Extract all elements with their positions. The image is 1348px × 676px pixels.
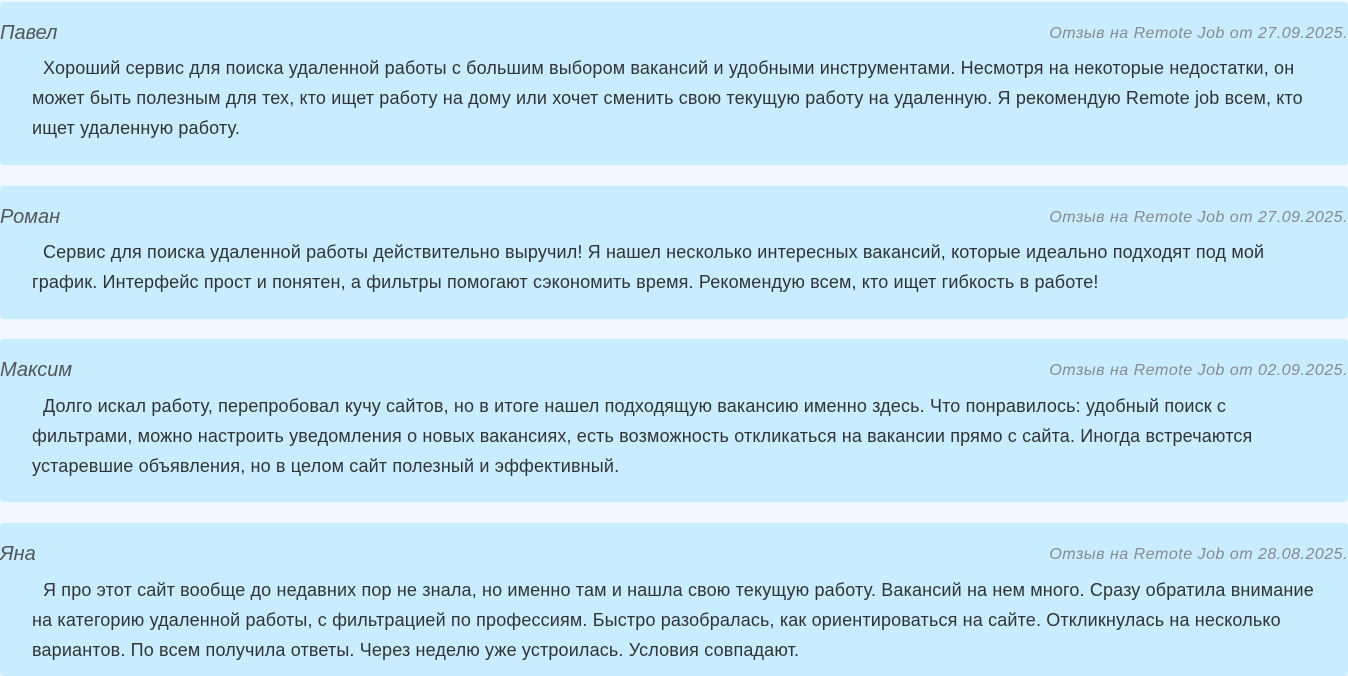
review-text: Хороший сервис для поиска удаленной работы с большим выбором вакансий и удобными инструментами. Несмотря на некоторые недостатки, он может быть полезным для тех, кто ищет работу на дому или хочет сменить свою текущую работу на удаленную. Я рекомендую Remote job всем, кто ищет удаленную работу. bbox=[32, 58, 1303, 138]
review-author: Павел bbox=[0, 22, 58, 44]
review-author: Максим bbox=[0, 359, 73, 381]
review-author: Роман bbox=[0, 206, 61, 228]
review-meta: Отзыв на Remote Job от 02.09.2025. bbox=[1049, 362, 1348, 379]
review-meta: Отзыв на Remote Job от 27.09.2025. bbox=[1049, 25, 1348, 42]
review-text: Я про этот сайт вообще до недавних пор не знала, но именно там и нашла свою текущую работу. Вакансий на нем много. Сразу обратила внимание на категорию удаленной работы, с фильтрацией по профессиям. Быстро разобралась, как ориентироваться на сайте. Откликнулась на несколько вариантов. По всем получила ответы. Через неделю уже устроилась. Условия совпадают. bbox=[32, 580, 1314, 660]
review-text: Сервис для поиска удаленной работы действительно выручил! Я нашел несколько интересных вакансий, которые идеально подходят под мой график. Интерфейс прост и понятен, а фильтры помогают сэкономить время. Рекомендую всем, кто ищет гибкость в работе! bbox=[32, 242, 1265, 292]
review-meta: Отзыв на Remote Job от 27.09.2025. bbox=[1049, 209, 1348, 226]
review-author: Яна bbox=[0, 543, 36, 565]
review-meta: Отзыв на Remote Job от 28.08.2025. bbox=[1049, 546, 1348, 563]
review-text: Долго искал работу, перепробовал кучу сайтов, но в итоге нашел подходящую вакансию именно здесь. Что понравилось: удобный поиск с фильтрами, можно настроить уведомления о новых вакансиях, есть возможность откликаться на вакансии прямо с сайта. Иногда встречаются устаревшие объявления, но в целом сайт полезный и эффективный. bbox=[32, 396, 1253, 476]
